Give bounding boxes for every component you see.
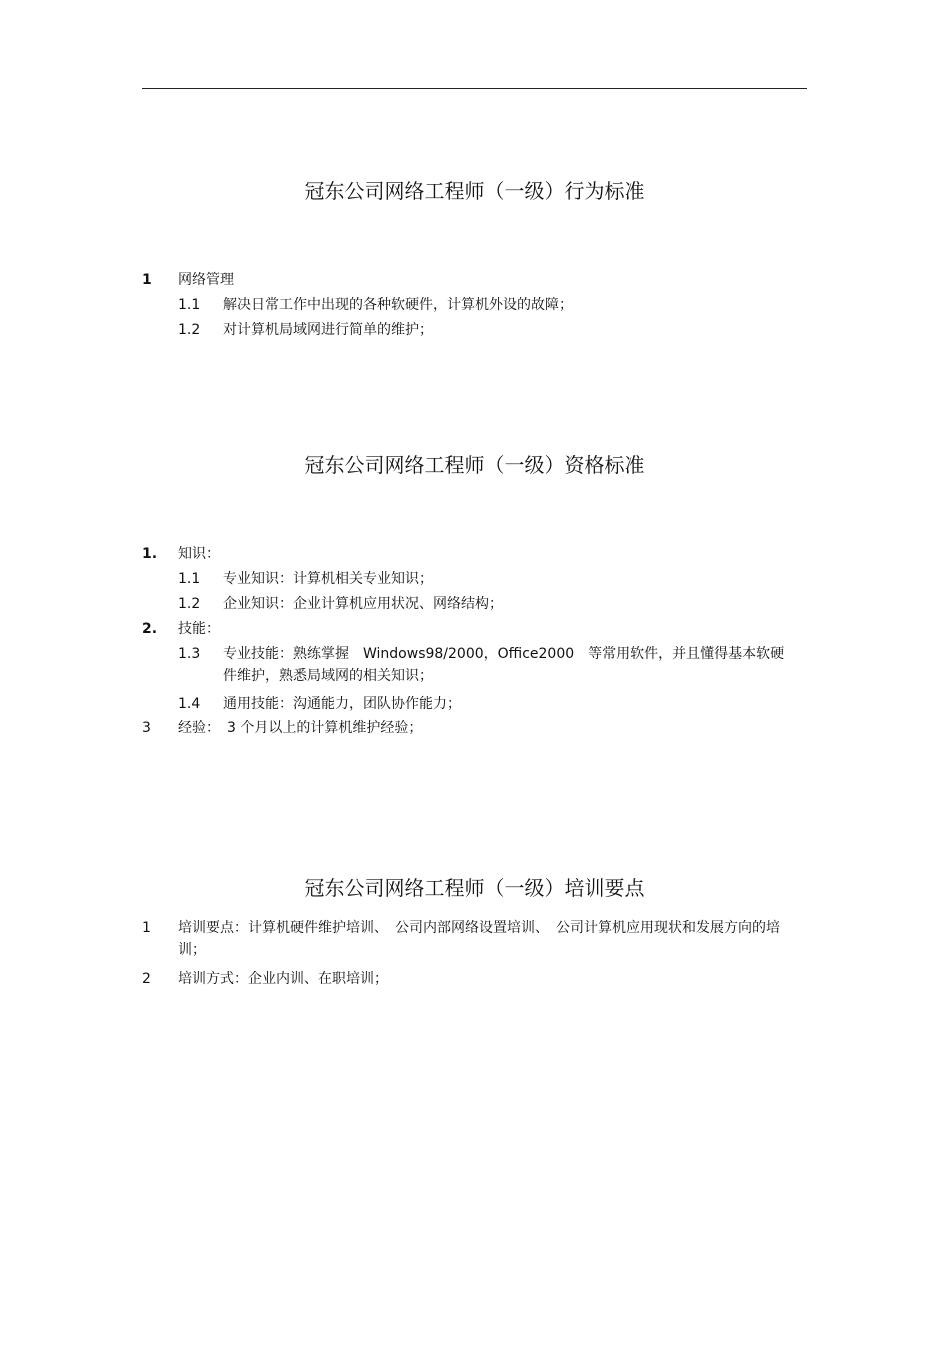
section-title-qualification: 冠东公司网络工程师（一级）资格标准: [304, 453, 645, 477]
item-number: 1.3: [178, 646, 201, 662]
item-text: 网络管理: [178, 272, 234, 288]
item-number: 2: [142, 971, 151, 987]
item-number: 1.2: [178, 596, 201, 612]
list-item: [142, 917, 802, 963]
item-number: 2.: [142, 621, 158, 637]
header-rule: [142, 88, 807, 89]
item-text: 培训要点：计算机硬件维护培训、 公司内部网络设置培训、 公司计算机应用现状和发展方向的培训；: [178, 920, 780, 958]
item-number: 1.2: [178, 322, 201, 338]
list-item: [178, 643, 798, 689]
item-text: 培训方式：企业内训、在职培训；: [178, 971, 388, 987]
item-number: 1.1: [178, 571, 201, 587]
item-text: 经验： 3 个月以上的计算机维护经验；: [178, 720, 423, 736]
section-title-behavior: 冠东公司网络工程师（一级）行为标准: [304, 179, 645, 203]
item-text: 企业知识：企业计算机应用状况、网络结构；: [223, 596, 503, 612]
item-text: 通用技能：沟通能力，团队协作能力；: [223, 696, 461, 712]
item-text: 技能：: [178, 621, 220, 637]
item-number: 1.1: [178, 297, 201, 313]
item-number: 3: [142, 720, 151, 736]
item-text: 知识：: [178, 546, 220, 562]
item-number: 1: [142, 920, 151, 936]
item-text: 解决日常工作中出现的各种软硬件，计算机外设的故障；: [223, 297, 573, 313]
item-text: 专业知识：计算机相关专业知识；: [223, 571, 433, 587]
item-text: 专业技能：熟练掌握 Windows98/2000，Office2000 等常用软件，并且懂得基本软硬件维护，熟悉局域网的相关知识；: [223, 646, 785, 684]
item-number: 1.4: [178, 696, 201, 712]
item-text: 对计算机局域网进行简单的维护；: [223, 322, 433, 338]
item-number: 1.: [142, 546, 158, 562]
section-title-training: 冠东公司网络工程师（一级）培训要点: [304, 876, 645, 900]
item-number: 1: [142, 272, 152, 288]
